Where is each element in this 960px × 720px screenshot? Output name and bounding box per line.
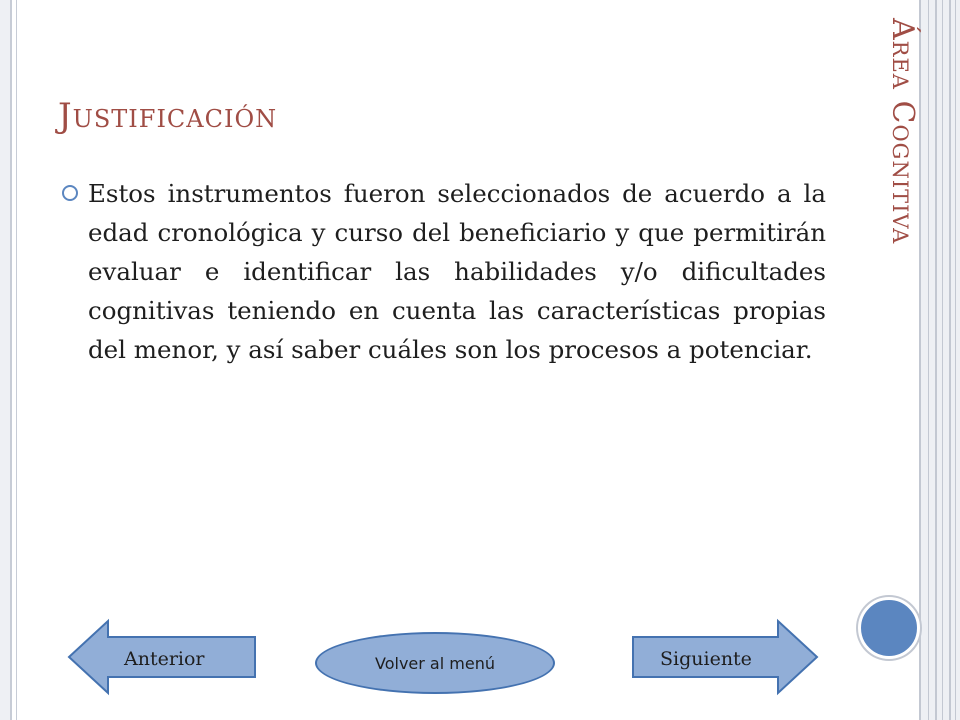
page-title: Justificación (58, 96, 278, 136)
right-decorative-line (955, 0, 956, 720)
right-decorative-line (942, 0, 943, 720)
right-decorative-line (928, 0, 929, 720)
next-button-label[interactable]: Siguiente (660, 648, 752, 670)
right-decorative-line (935, 0, 937, 720)
left-decorative-line (10, 0, 12, 720)
body-paragraph: Estos instrumentos fueron seleccionados de acuerdo a la edad cronológica y curso del beneficiario y que permitirán evaluar e identificar las habilidades y/o dificultades cognitivas teniendo en cuenta las características propias del menor, y así saber cuáles son los procesos a potenciar. (88, 179, 826, 364)
back-to-menu-label[interactable]: Volver al menú (375, 653, 495, 673)
right-decorative-band (920, 0, 960, 720)
section-vertical-title: Área Cognitiva (885, 18, 920, 245)
previous-button-label[interactable]: Anterior (124, 648, 205, 670)
right-decorative-line (949, 0, 951, 720)
left-decorative-line (16, 0, 17, 720)
back-to-menu-button[interactable] (315, 632, 555, 694)
bullet-icon (62, 185, 78, 201)
decorative-circle (858, 597, 920, 659)
